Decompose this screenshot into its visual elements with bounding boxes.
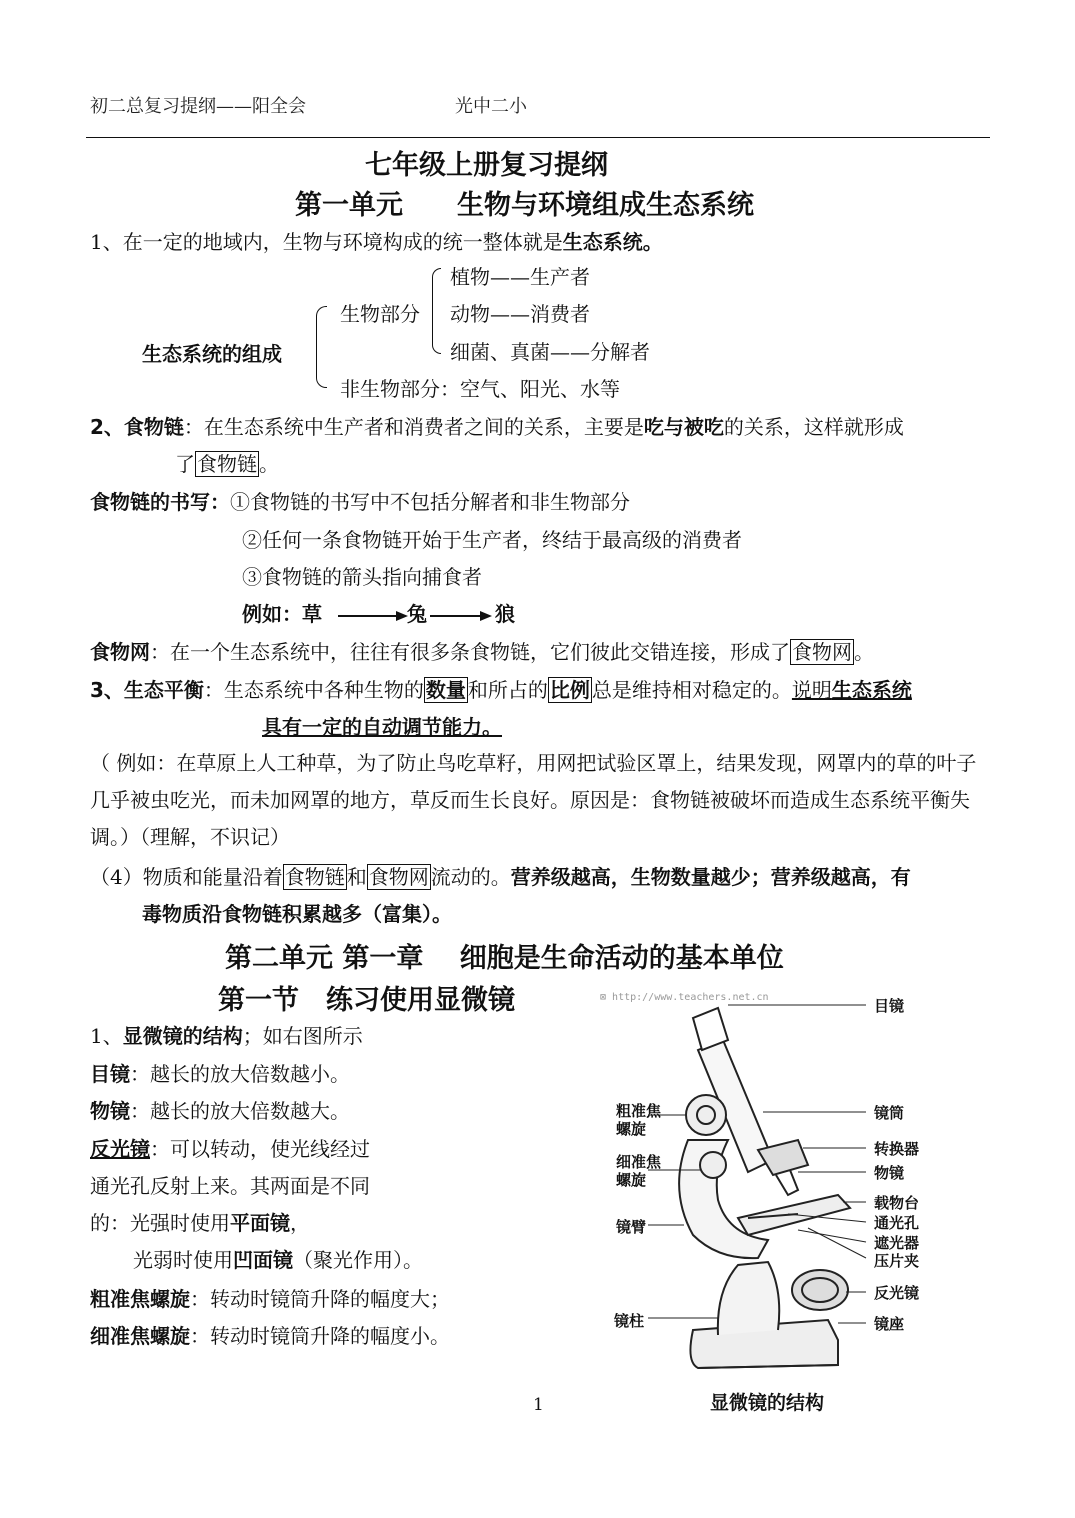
label-tube: 镜筒 [874, 1104, 905, 1122]
label-coarse: 粗准焦 螺旋 [616, 1102, 662, 1138]
unit2-title: 第二单元 第一章 细胞是生命活动的基本单位 [225, 943, 784, 974]
label-stage: 载物台 [874, 1194, 920, 1212]
header-right: 光中二小 [455, 96, 527, 117]
header-divider [86, 137, 990, 138]
label-converter: 转换器 [874, 1140, 920, 1158]
figure-caption: 显微镜的结构 [710, 1392, 825, 1414]
label-fine: 细准焦 螺旋 [616, 1153, 662, 1189]
unit1-title: 第一单元 生物与环境组成生态系统 [295, 190, 754, 221]
writing-r2: ②任何一条食物链开始于生产者，终结于最高级的消费者 [242, 528, 742, 552]
microscope-figure [598, 990, 928, 1420]
label-objective: 物镜 [874, 1164, 905, 1182]
foodweb: 食物网：在一个生态系统中，往往有很多条食物链，它们彼此交错连接，形成了 食物网 。 [90, 640, 874, 664]
page-title: 七年级上册复习提纲 [365, 150, 608, 181]
composition-label: 生态系统的组成 [142, 342, 282, 366]
writing-r3: ③食物链的箭头指向捕食者 [242, 565, 482, 589]
label-clip: 压片夹 [874, 1252, 920, 1270]
micro-mirror4: 光弱时使用凹面镜（聚光作用）。 [133, 1248, 423, 1272]
item2-line2: 了 食物链 。 [175, 452, 279, 476]
abiotic: 非生物部分：空气、阳光、水等 [340, 377, 620, 401]
micro-coarse: 粗准焦螺旋：转动时镜筒升降的幅度大； [90, 1287, 450, 1311]
micro-eyepiece: 目镜：越长的放大倍数越小。 [90, 1062, 350, 1086]
micro-mirror2: 通光孔反射上来。其两面是不同 [90, 1174, 370, 1198]
item3-line2: 具有一定的自动调节能力。 [262, 715, 502, 739]
example-rabbit: 兔 [407, 602, 427, 626]
producers: 植物——生产者 [450, 265, 590, 289]
label-eyepiece: 目镜 [874, 997, 905, 1015]
example-grass: 例如：草 [242, 602, 322, 626]
label-base: 镜座 [874, 1315, 905, 1333]
item3-line1: 3、生态平衡：生态系统中各种生物的 数量 和所占的 比例 总是维持相对稳定的。说明生态系统 [90, 678, 912, 702]
outer-brace [316, 306, 327, 388]
micro-objective: 物镜：越长的放大倍数越大。 [90, 1099, 350, 1123]
bio-part: 生物部分 [340, 302, 420, 326]
consumers: 动物——消费者 [450, 302, 590, 326]
example-wolf: 狼 [495, 602, 515, 626]
label-diaphragm: 遮光器 [874, 1234, 920, 1252]
micro-fine: 细准焦螺旋：转动时镜筒升降的幅度小。 [90, 1324, 450, 1348]
micro-mirror3: 的：光强时使用平面镜， [90, 1211, 310, 1235]
micro-s1: 1、显微镜的结构；如右图所示 [90, 1024, 363, 1048]
micro-mirror: 反光镜：可以转动，使光线经过 [90, 1137, 370, 1161]
inner-brace [432, 268, 441, 354]
item2-line1: 2、食物链：在生态系统中生产者和消费者之间的关系，主要是吃与被吃的关系，这样就形成 [90, 415, 904, 439]
section-title: 第一节 练习使用显微镜 [218, 985, 515, 1016]
decomposers: 细菌、真菌——分解者 [450, 340, 650, 364]
writing-r1: 食物链的书写：①食物链的书写中不包括分解者和非生物部分 [90, 490, 630, 514]
item4-line2: 毒物质沿食物链积累越多（富集）。 [142, 902, 452, 926]
label-hole: 通光孔 [874, 1214, 920, 1232]
label-mirror: 反光镜 [874, 1284, 920, 1302]
example-paragraph: （ 例如：在草原上人工种草，为了防止鸟吃草籽，用网把试验区罩上，结果发现，网罩内的草的叶子几乎被虫吃光，而未加网罩的地方，草反而生长良好。原因是：食物链被破坏而造成生态系统平衡失调。）（理解，不识记） [90, 751, 977, 849]
label-pillar: 镜柱 [614, 1312, 645, 1330]
item4-line1: （4）物质和能量沿着 食物链 和 食物网 流动的。营养级越高，生物数量越少；营养级越高，有 [90, 865, 911, 889]
item1: 1、在一定的地域内，生物与环境构成的统一整体就是生态系统。 [90, 230, 663, 254]
watermark: ⊠ http://www.teachers.net.cn [600, 992, 769, 1003]
header-left: 初二总复习提纲——阳全会 [90, 96, 306, 117]
label-arm: 镜臂 [616, 1218, 647, 1236]
page-number: 1 [533, 1395, 544, 1415]
